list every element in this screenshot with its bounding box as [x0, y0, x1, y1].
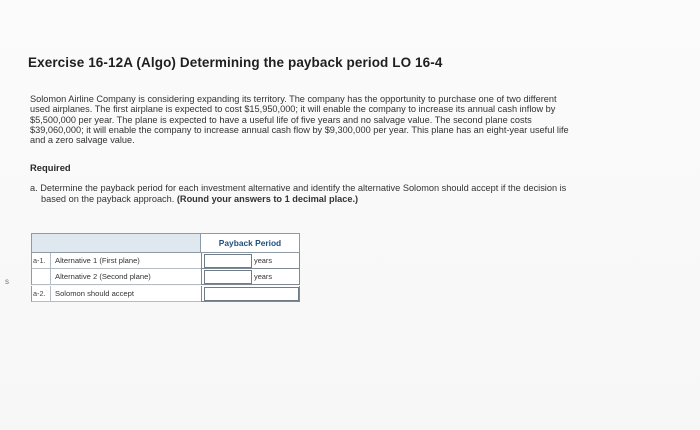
paragraph-line: and a zero salvage value.	[30, 135, 135, 146]
edge-mark: s	[5, 277, 9, 286]
paragraph-line: $39,060,000; it will enable the company to increase annual cash flow by $9,300,000 per year. This plane has an eight-year useful life	[30, 124, 569, 135]
paragraph-line: used airplanes. The first airplane is expected to cost $15,950,000; it will enable the company to increase its annual cash inflow by	[30, 104, 556, 115]
unit-label: years	[254, 272, 273, 281]
required-heading: Required	[30, 162, 71, 173]
row-code	[31, 269, 50, 285]
alternative-2-payback-input[interactable]	[204, 270, 252, 284]
question-line-2	[30, 194, 670, 205]
rounding-instruction: (Round your answers to 1 decimal place.)	[176, 193, 359, 204]
paragraph-line: $5,500,000 per year. The plane is expected to have a useful life of five years and no salvage value. The second plane costs	[30, 114, 532, 125]
table-header-blank	[31, 233, 201, 253]
alternative-1-payback-input[interactable]	[204, 254, 252, 268]
table-row-alternative-1	[31, 253, 300, 269]
row-label: Alternative 2 (Second plane)	[50, 269, 201, 285]
row-label: Alternative 1 (First plane)	[50, 253, 201, 269]
paragraph-line: Solomon Airline Company is considering expanding its territory. The company has the opportunity to purchase one of two different	[30, 94, 557, 104]
row-code: a-1.	[31, 253, 50, 269]
question-line-2-text: based on the payback approach.	[41, 193, 177, 204]
question-a	[30, 183, 670, 204]
table-row-alternative-2	[31, 269, 300, 285]
table-row-accept	[31, 286, 300, 302]
answer-table	[31, 233, 300, 302]
row-code: a-2.	[31, 286, 50, 302]
problem-paragraph	[30, 94, 655, 145]
exercise-title: Exercise 16-12A (Algo) Determining the payback period LO 16-4	[28, 55, 443, 70]
answer-cell	[201, 269, 300, 285]
answer-cell	[201, 253, 300, 269]
unit-label: years	[254, 256, 273, 265]
accept-alternative-input[interactable]	[204, 287, 299, 301]
answer-cell	[201, 286, 300, 302]
payback-period-header: Payback Period	[201, 233, 300, 253]
question-line-1: a. Determine the payback period for each investment alternative and identify the alternative Solomon should accept if the decision is	[30, 183, 567, 193]
row-label: Solomon should accept	[50, 286, 201, 302]
